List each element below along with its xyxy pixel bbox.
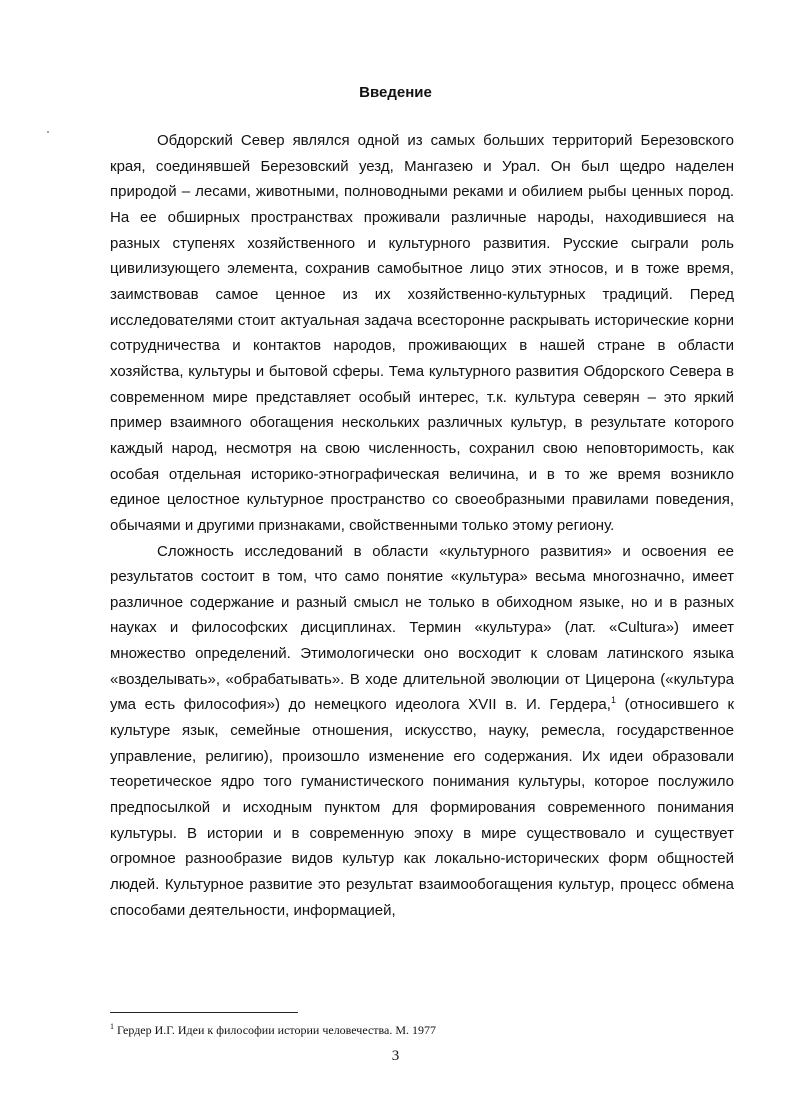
scan-speck [47,131,49,133]
page-number: 3 [391,1048,400,1064]
section-title: Введение [359,84,432,101]
paragraph-2 [110,539,734,924]
footnote-marker: 1 [110,1022,114,1031]
body-text [110,128,734,923]
paragraph-2-text-before-note: Сложность исследований в области «культурного развития» и освоения ее результатов состоит в том, что само понятие «культура» весьма многозначно, имеет различное содержание и разный смысл не только в обиходном языке, но и в разных науках и философских дисциплинах. Термин «культура» (лат. «Cultura») имеет множество определений. Этимологически оно восходит к словам латинского языка «возделывать», «обрабатывать». В ходе длительной эволюции от Цицерона («культура ума есть философия») до немецкого идеолога XVII в. И. Гердера, [110,542,734,714]
footnote-separator [110,1012,298,1013]
paragraph-2-text-after-note: (относившего к культуре язык, семейные отношения, искусство, науку, ремесла, государственное управление, религию), произошло изменение его содержания. Их идеи образовали теоретическое ядро того гуманистического понимания культуры, которое послужило предпосылкой и исходным пунктом для формирования современного понимания культуры. В истории и в современную эпоху в мире существовало и существует огромное разнообразие видов культур как локально-исторических форм общностей людей. Культурное развитие это результат взаимообогащения культур, процесс обмена способами деятельности, информацией, [110,696,735,919]
footnote [110,1020,734,1037]
paragraph-1: Обдорский Север являлся одной из самых больших территорий Березовского края, соединявшей Березовский уезд, Мангазею и Урал. Он был щедро наделен природой – лесами, животными, полноводными реками и обилием рыбы ценных пород. На ее обширных пространствах проживали различные народы, находившиеся на разных ступенях хозяйственного и культурного развития. Русские сыграли роль цивилизующего элемента, сохранив самобытное лицо этих этносов, и в тоже время, заимствовав самое ценное из их хозяйственно-культурных традиций. Перед исследователями стоит актуальная задача всесторонне раскрывать исторические корни сотрудничества и контактов народов, проживающих в нашей стране в области хозяйства, культуры и бытовой сферы. Тема культурного развития Обдорского Севера в современном мире представляет особый интерес, т.к. культура северян – это яркий пример взаимного обогащения нескольких различных культур, в результате которого каждый народ, несмотря на свою численность, сохранил свою неповторимость, как особая отдельная историко-этнографическая величина, и в то же время возникло единое целостное культурное пространство со своеобразными правилами поведения, обычаями и другими признаками, свойственными только этому региону. [110,132,734,534]
footnote-reference: 1 [610,695,616,706]
footnote-text: Гердер И.Г. Идеи к философии истории человечества. М. 1977 [114,1023,437,1037]
